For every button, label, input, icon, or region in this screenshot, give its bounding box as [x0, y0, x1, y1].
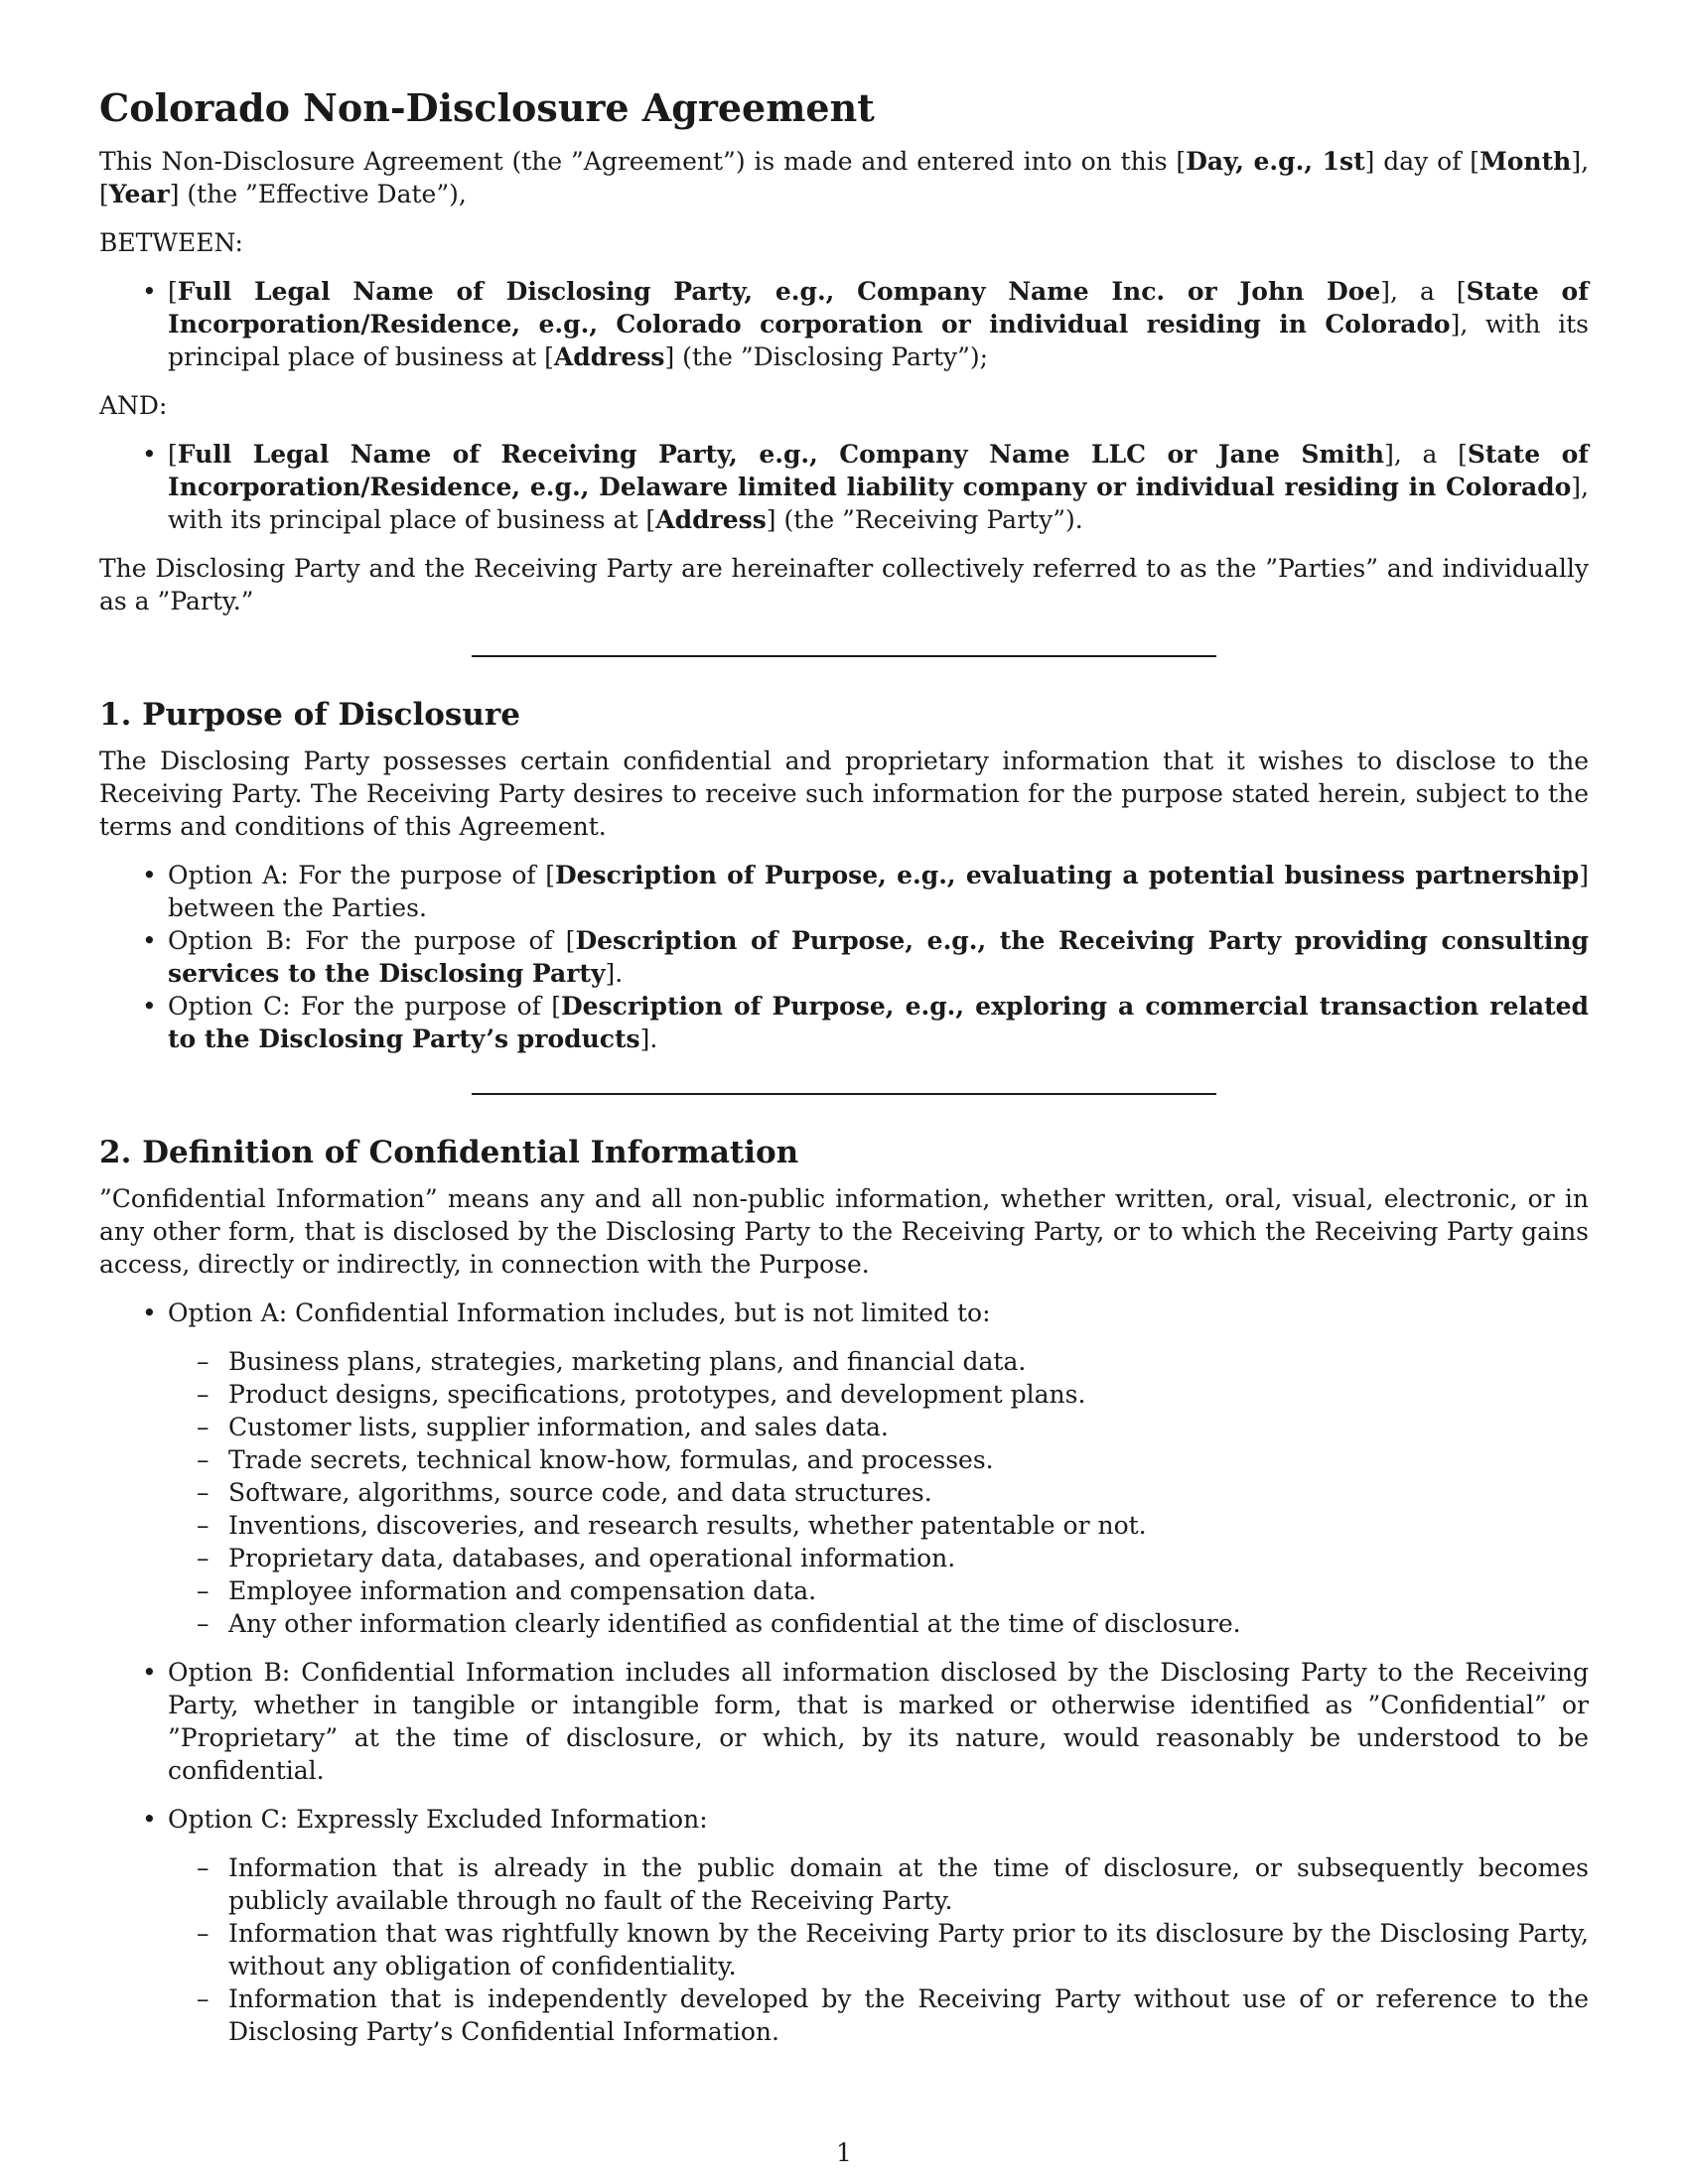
definition-option-a: [168, 1297, 1589, 1640]
receiving-address-placeholder: Address: [655, 505, 767, 534]
intro-text: ] day of [: [1364, 147, 1480, 176]
list-item: – Any other information clearly identified as confidential at the time of disclosure.: [228, 1607, 1589, 1640]
option-a-label: Option A: Confidential Information includes, but is not limited to:: [168, 1298, 991, 1327]
intro-text: ] (the ”Effective Date”),: [169, 180, 467, 208]
parties-paragraph: The Disclosing Party and the Receiving Party are hereinafter collectively referred to as the ”Parties” and individually as a ”Party.”: [99, 554, 1589, 615]
list-item: – Customer lists, supplier information, and sales data.: [228, 1411, 1589, 1443]
receiving-party-list: [99, 438, 1589, 536]
party-text: ] (the ”Receiving Party”).: [766, 505, 1083, 534]
list-item: – Trade secrets, technical know-how, formulas, and processes.: [228, 1443, 1589, 1476]
disclosing-party-item: [168, 275, 1589, 373]
definition-options-list: [99, 1297, 1589, 2048]
page-number: 1: [836, 2138, 852, 2167]
list-item: – Product designs, specifications, prototypes, and development plans.: [228, 1378, 1589, 1411]
purpose-option-c: [168, 990, 1589, 1055]
list-item: – Proprietary data, databases, and operational information.: [228, 1542, 1589, 1574]
purpose-options-list: [99, 859, 1589, 1055]
receiving-party-item: [168, 438, 1589, 536]
section-2-heading: 2. Definition of Confidential Information: [99, 1135, 799, 1170]
disclosing-address-placeholder: Address: [553, 342, 665, 371]
list-item: – Business plans, strategies, marketing plans, and financial data.: [228, 1345, 1589, 1378]
definition-option-c: [168, 1803, 1589, 2048]
party-text: ], a [: [1384, 440, 1468, 469]
receiving-state-placeholder: State of Incorporation/Residence, e.g., Delaware limited liability company or individual residing in Colorado: [168, 440, 1589, 501]
excluded-info-list: [168, 1851, 1589, 2048]
party-text: ], a [: [1380, 277, 1467, 306]
receiving-name-placeholder: Full Legal Name of Receiving Party, e.g., Company Name LLC or Jane Smith: [177, 440, 1385, 469]
party-text: ], with its principal place of business at [: [168, 310, 1590, 371]
purpose-placeholder: Description of Purpose, e.g., the Receiving Party providing consulting services to the Disclosing Party: [168, 926, 1589, 988]
purpose-option-a: [168, 859, 1589, 924]
day-placeholder: Day, e.g., 1st: [1186, 147, 1365, 176]
option-text: ] between the Parties.: [168, 861, 1589, 922]
intro-text: This Non-Disclosure Agreement (the ”Agreement”) is made and entered into on this [: [99, 147, 1187, 176]
option-text: Option A: For the purpose of [: [168, 861, 555, 889]
year-placeholder: Year: [108, 180, 170, 208]
disclosing-party-list: [99, 275, 1589, 373]
list-item: – Inventions, discoveries, and research results, whether patentable or not.: [228, 1509, 1589, 1542]
section-divider: [472, 1093, 1216, 1095]
list-item: – Information that was rightfully known by the Receiving Party prior to its disclosure by the Disclosing Party, without any obligation of confidentiality.: [228, 1917, 1589, 1982]
party-text: [: [168, 277, 178, 306]
option-text: Option B: For the purpose of [: [168, 926, 576, 955]
option-text: ].: [639, 1024, 658, 1053]
party-text: [: [168, 440, 178, 469]
section-2-body: ”Confidential Information” means any and all non-public information, whether written, oral, visual, electronic, or in any other form, that is disclosed by the Disclosing Party to the Receiving Party, or to which the Receiving Party gains access, directly or indirectly, in connection with the Purpose.: [99, 1184, 1589, 1279]
and-label: AND:: [99, 391, 168, 420]
month-placeholder: Month: [1479, 147, 1572, 176]
list-item: – Information that is independently developed by the Receiving Party without use of or reference to the Disclosing Party’s Confidential Information.: [228, 1982, 1589, 2048]
list-item: – Software, algorithms, source code, and data structures.: [228, 1476, 1589, 1509]
document-title: Colorado Non-Disclosure Agreement: [99, 85, 875, 130]
definition-option-b: • Option B: Confidential Information includes all information disclosed by the Disclosing Party to the Receiving Party, whether in tangible or intangible form, that is marked or otherwise identified as ”Confidential” or ”Proprietary” at the time of disclosure, or which, by its nature, would reasonably be understood to be confidential.: [168, 1656, 1589, 1787]
party-text: ] (the ”Disclosing Party”);: [664, 342, 989, 371]
section-divider: [472, 655, 1216, 657]
purpose-placeholder: Description of Purpose, e.g., exploring a commercial transaction related to the Disclosing Party’s products: [168, 992, 1590, 1053]
option-text: Option C: For the purpose of [: [168, 992, 561, 1021]
section-1-body: The Disclosing Party possesses certain confidential and proprietary information that it wishes to disclose to the Receiving Party. The Receiving Party desires to receive such information for the purpose stated herein, subject to the terms and conditions of this Agreement.: [99, 747, 1589, 841]
document-page: [99, 85, 1589, 2064]
intro-text: ], [: [99, 147, 1590, 208]
option-text: ].: [605, 959, 624, 988]
purpose-option-b: [168, 924, 1589, 990]
party-text: ], with its principal place of business at [: [168, 473, 1589, 534]
disclosing-state-placeholder: State of Incorporation/Residence, e.g., Colorado corporation or individual residing in Colorado: [168, 277, 1589, 339]
between-label: BETWEEN:: [99, 228, 243, 257]
list-item: – Employee information and compensation data.: [228, 1574, 1589, 1607]
option-c-label: Option C: Expressly Excluded Information:: [168, 1805, 708, 1834]
section-1-heading: 1. Purpose of Disclosure: [99, 697, 520, 733]
purpose-placeholder: Description of Purpose, e.g., evaluating a potential business partnership: [554, 861, 1580, 889]
included-info-list: [168, 1345, 1589, 1640]
intro-paragraph: [99, 145, 1589, 210]
list-item: – Information that is already in the public domain at the time of disclosure, or subsequently becomes publicly available through no fault of the Receiving Party.: [228, 1851, 1589, 1917]
disclosing-name-placeholder: Full Legal Name of Disclosing Party, e.g., Company Name Inc. or John Doe: [177, 277, 1381, 306]
